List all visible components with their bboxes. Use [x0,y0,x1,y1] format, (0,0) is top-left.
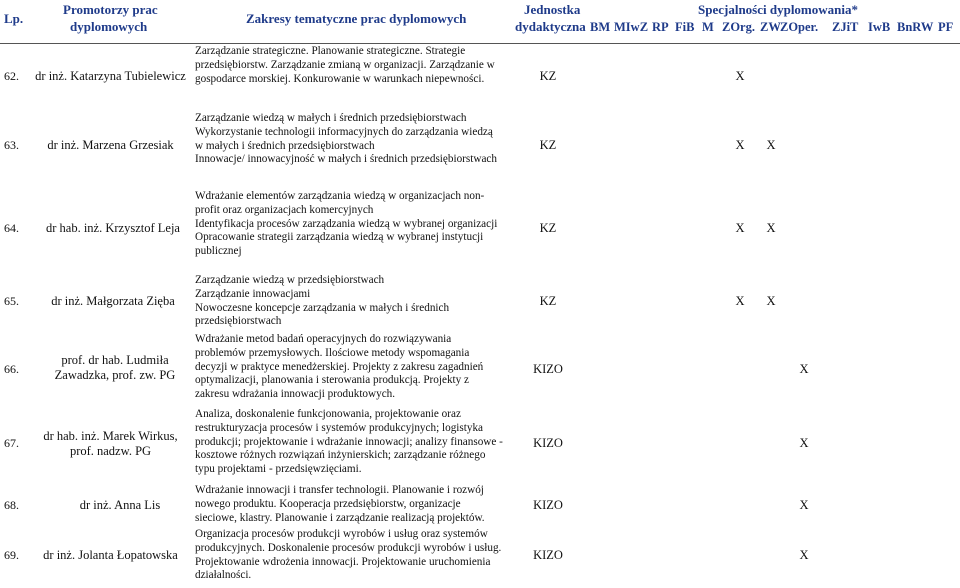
teaching-unit: KIZO [533,436,563,450]
header-topics: Zakresy tematyczne prac dyplomowych [246,11,467,26]
spec-col-header: BM [590,20,611,34]
spec-col-header: FiB [675,20,695,34]
header-promotor-line1: Promotorzy prac [63,2,158,17]
specialty-mark: X [799,362,809,376]
row-number: 68. [4,498,19,512]
topic-line: Zarządzanie strategiczne. Planowanie strategiczne. Strategie [195,45,466,57]
spec-col-header: ZOper. [780,20,819,34]
row-number: 69. [4,548,19,562]
specialty-mark: X [766,138,776,152]
header-lp: Lp. [4,11,24,26]
topic-line: sieciowe, klastry. Planowanie i zarządzanie realizacją projektów. [195,511,485,524]
teaching-unit: KZ [539,69,557,83]
spec-col-header: ZOrg. [722,20,755,34]
row-number: 63. [4,138,19,152]
topic-line: Opracowanie strategii zarządzania wiedzą w wybranej instytucji [195,231,484,244]
topic-line: produkcji; projektowanie i wdrażanie innowacji; analizy finansowe - [195,435,503,448]
topic-line: profit oraz organizacjach komercyjnych [195,203,374,216]
supervisor-name: dr inż. Marzena Grzesiak [47,138,174,152]
topic-line: Nowoczesne koncepcje zarządzania w małych i średnich [195,301,450,314]
row-number: 62. [4,69,19,83]
topic-line: Identyfikacja procesów zarządzania wiedzą w wybranej organizacji [195,217,498,230]
spec-col-header: M [702,20,714,34]
supervisor-name: Zawadzka, prof. zw. PG [54,368,176,382]
teaching-unit: KZ [539,294,557,308]
row-number: 67. [4,436,19,450]
specialty-mark: X [735,294,745,308]
supervisor-name: prof. dr hab. Ludmiła [61,353,169,367]
topic-line: Organizacja procesów produkcji wyrobów i usług oraz systemów [195,528,488,540]
topic-line: Zarządzanie innowacjami [195,287,311,300]
header-spec-title: Specjalności dyplomowania* [698,2,858,17]
topic-line: Wykorzystanie technologii informacyjnych do zarządzania wiedzą [195,125,493,138]
topic-line: Wdrażanie elementów zarządzania wiedzą w organizacjach non- [195,190,485,202]
topic-line: Wdrażanie metod badań operacyjnych do rozwiązywania [195,333,452,345]
spec-col-header: ZW [760,20,781,34]
specialty-mark: X [766,221,776,235]
header-promotor-line2: dyplomowych [70,19,148,34]
topic-line: problemów przemysłowych. Ilościowe metody wspomagania [195,346,470,359]
spec-col-header: MIwZ [614,20,649,34]
specialty-mark: X [735,138,745,152]
topic-line: Projektowanie wdrożenia innowacji. Projektowanie uruchomienia [195,555,491,568]
teaching-unit: KIZO [533,362,563,376]
topic-line: nowego produktu. Kooperacja przedsiębiorstw, organizacje [195,497,461,510]
specialty-mark: X [799,436,809,450]
topic-line: Wdrażanie innowacji i transfer technologii. Planowanie i rozwój [195,484,484,496]
supervisor-name: prof. nadzw. PG [69,444,152,458]
spec-col-header: ZJiT [832,20,859,34]
supervisor-name: dr inż. Katarzyna Tubielewicz [35,69,186,83]
supervisor-name: dr inż. Jolanta Łopatowska [43,548,178,562]
topic-line: gospodarce morskiej. Konkurowanie w warunkach niepewności. [195,72,485,85]
teaching-unit: KZ [539,138,557,152]
topic-line: Zarządzanie wiedzą w małych i średnich przedsiębiorstwach [195,112,467,124]
supervisor-name: dr inż. Anna Lis [79,498,161,512]
topic-line: produkcyjnych. Doskonalenie procesów produkcji wyrobów i usług. [195,541,502,554]
topic-line: restrukturyzacja procesów i systemów produkcyjnych; logistyka [195,421,484,434]
specialty-mark: X [735,221,745,235]
specialty-mark: X [799,498,809,512]
teaching-unit: KZ [539,221,557,235]
topic-line: zakresu wdrażania innowacji produktowych. [195,388,396,401]
topic-line: działalności. [195,569,252,582]
topic-line: decyzji w praktyce menedżerskiej. Projekty z zakresu zagadnień [195,360,484,373]
row-number: 66. [4,362,19,376]
spec-col-header: PF [938,20,954,34]
supervisor-name: dr inż. Małgorzata Zięba [51,294,175,308]
specialty-mark: X [735,69,745,83]
topic-line: Analiza, doskonalenie funkcjonowania, projektowanie oraz [195,408,461,420]
specialty-mark: X [799,548,809,562]
topic-line: optymalizacji, planowania i sterowania produkcją. Projekty z [195,374,470,387]
topic-line: publicznej [195,245,242,258]
spec-col-header: BnRW [897,20,934,34]
teaching-unit: KIZO [533,498,563,512]
topic-line: przedsiębiorstw. Zarządzanie zmianą w organizacji. Zarządzanie w [195,58,495,71]
header-unit-line2: dydaktyczna [515,19,586,34]
supervisor-name: dr hab. inż. Krzysztof Leja [46,221,180,235]
header-unit-line1: Jednostka [524,2,581,17]
topic-line: przedsiębiorstwach [195,315,282,328]
spec-col-header: IwB [868,20,891,34]
topic-line: typu projektami - przedsięwzięciami. [195,463,362,476]
teaching-unit: KIZO [533,548,563,562]
topic-line: Zarządzanie wiedzą w przedsiębiorstwach [195,274,385,286]
spec-col-header: RP [652,20,669,34]
specialty-mark: X [766,294,776,308]
row-number: 65. [4,294,19,308]
row-number: 64. [4,221,19,235]
supervisor-name: dr hab. inż. Marek Wirkus, [43,429,178,443]
topic-line: kosztowe różnych rozwiązań inżynierskich; zarządzanie różnego [195,449,486,462]
topic-line: Innowacje/ innowacyjność w małych i średnich przedsiębiorstwach [195,153,497,166]
topic-line: w małych i średnich przedsiębiorstwach [195,139,375,152]
